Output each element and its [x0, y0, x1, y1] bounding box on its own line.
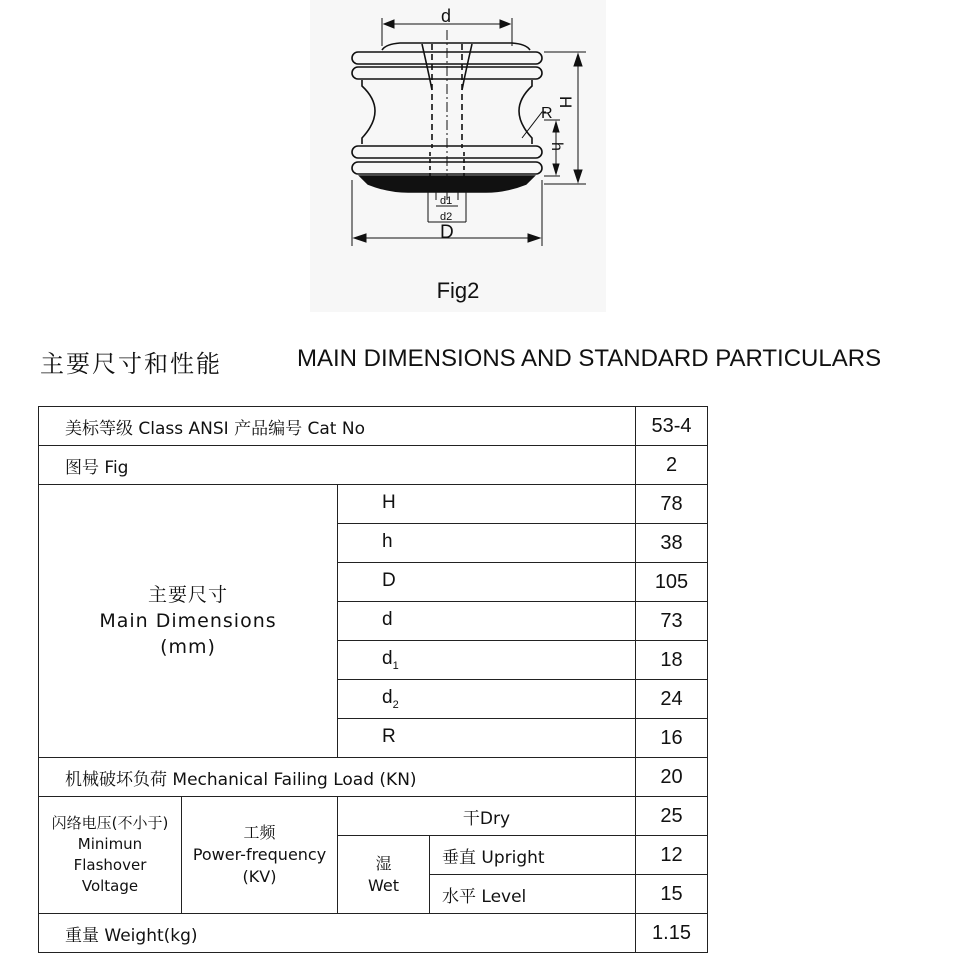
class-label: 美标等级 Class ANSI 产品编号 Cat No: [39, 407, 636, 446]
level-label: 水平 Level: [430, 875, 636, 914]
dim-value: 73: [636, 602, 708, 641]
label-d: d: [441, 6, 452, 26]
dim-key: $d_1$: [338, 641, 636, 680]
fig-value: 2: [636, 446, 708, 485]
dim-key: d: [338, 602, 636, 641]
power-frequency-en: Power-frequency: [192, 845, 327, 864]
main-dimensions-label: [39, 485, 338, 758]
dim-key: H: [338, 485, 636, 524]
label-D: D: [440, 222, 454, 243]
table-row: [39, 485, 708, 524]
mech-label: 机械破坏负荷 Mechanical Failing Load (KN): [39, 758, 636, 797]
dim-key: R: [338, 719, 636, 758]
wet-label: [338, 836, 430, 914]
mech-value: 20: [636, 758, 708, 797]
main-dimensions-cn: 主要尺寸: [147, 584, 228, 606]
wet-cn: 湿: [375, 853, 392, 873]
dim-value: 105: [636, 563, 708, 602]
heading-chinese: 主要尺寸和性能: [40, 350, 222, 378]
dim-value: 16: [636, 719, 708, 758]
dim-value: 24: [636, 680, 708, 719]
table-row: [39, 797, 708, 836]
dry-value: 25: [636, 797, 708, 836]
wet-en: Wet: [368, 875, 399, 895]
label-R: R: [541, 105, 553, 122]
table-row: [39, 407, 708, 446]
weight-value: 1.15: [636, 914, 708, 953]
label-d2: d2: [440, 211, 453, 223]
fig-label: 图号 Fig: [39, 446, 636, 485]
heading-english: MAIN DIMENSIONS AND STANDARD PARTICULARS: [297, 345, 882, 372]
dim-value: 38: [636, 524, 708, 563]
spec-table: [38, 406, 708, 953]
table-row: [39, 758, 708, 797]
label-d1: d1: [440, 195, 453, 207]
figure-caption: Fig2: [436, 278, 480, 303]
flashover-en-3: Voltage: [81, 877, 139, 895]
label-H: H: [556, 96, 575, 109]
class-value: 53-4: [636, 407, 708, 446]
insulator-figure: [310, 0, 606, 312]
label-h: h: [548, 142, 565, 151]
insulator-drawing: [310, 0, 606, 312]
flashover-label: [39, 797, 182, 914]
weight-label: 重量 Weight(kg): [39, 914, 636, 953]
power-frequency-cn: 工频: [243, 823, 276, 842]
dim-value: 18: [636, 641, 708, 680]
dim-value: 78: [636, 485, 708, 524]
main-dimensions-unit: (mm): [160, 636, 216, 658]
flashover-en-2: Flashover: [73, 856, 147, 874]
dry-label: 干Dry: [338, 797, 636, 836]
dim-key: D: [338, 563, 636, 602]
table-row: [39, 914, 708, 953]
flashover-en-1: Minimun: [77, 835, 143, 853]
power-frequency-label: [182, 797, 338, 914]
table-row: [39, 446, 708, 485]
level-value: 15: [636, 875, 708, 914]
dim-key: h: [338, 524, 636, 563]
flashover-cn: 闪络电压(不小于): [51, 814, 169, 832]
main-dimensions-en: Main Dimensions: [99, 610, 277, 632]
upright-label: 垂直 Upright: [430, 836, 636, 875]
upright-value: 12: [636, 836, 708, 875]
power-frequency-unit: (KV): [242, 867, 277, 886]
dim-key: $d_2$: [338, 680, 636, 719]
